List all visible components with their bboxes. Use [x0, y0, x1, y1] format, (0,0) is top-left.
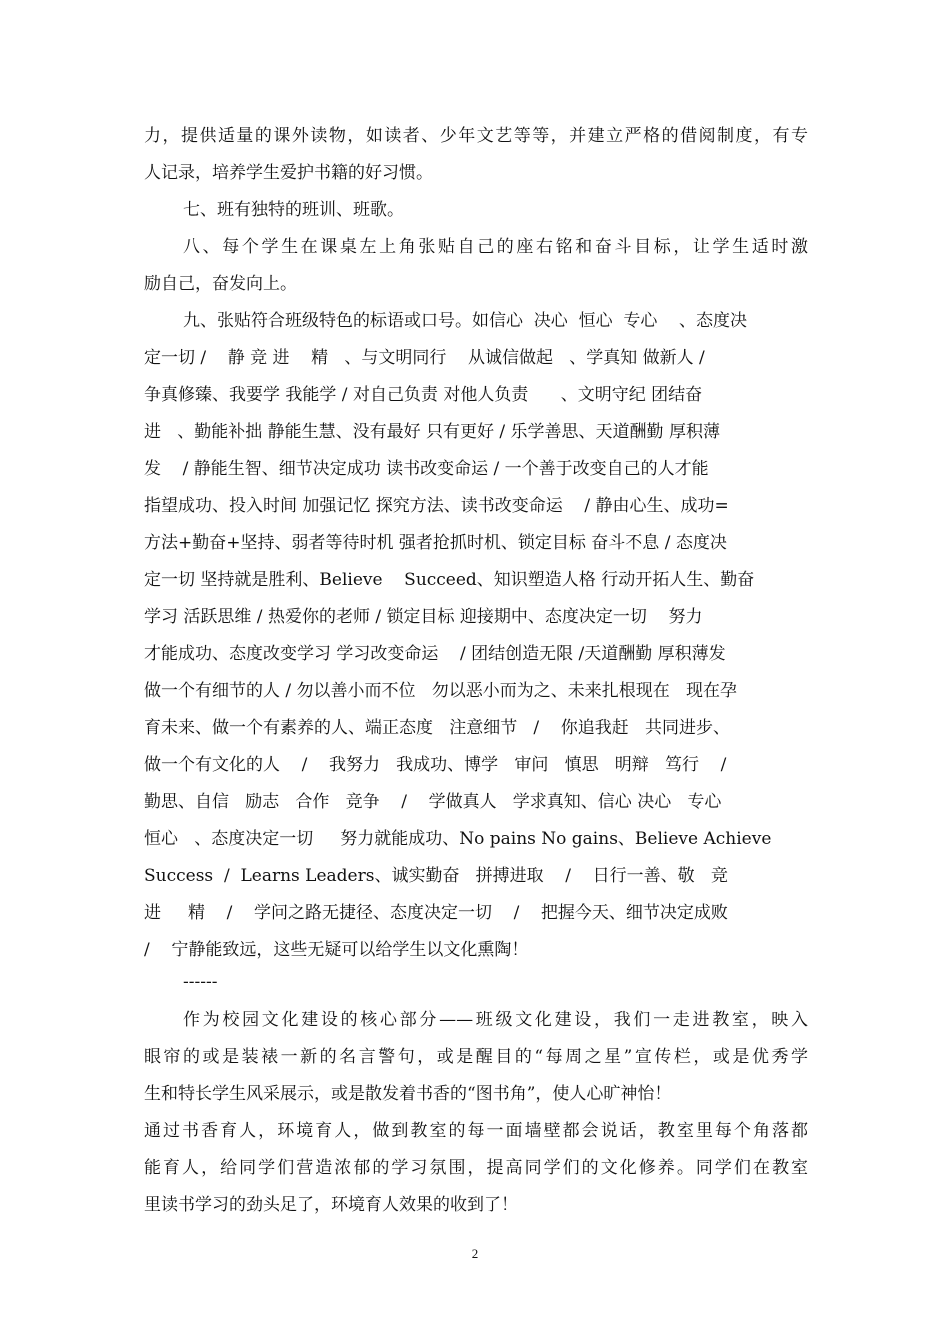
text-line: 通过书香育人，环境育人，做到教室的每一面墙壁都会说话，教室里每个角落都	[144, 1121, 808, 1141]
text-line: 方法+勤奋+坚持、弱者等待时机 强者抢抓时机、锁定目标 奋斗不息 / 态度决	[144, 533, 727, 553]
text-line: 进 精 / 学问之路无捷径、态度决定一切 / 把握今天、细节决定成败	[144, 903, 728, 923]
text-line: 作为校园文化建设的核心部分——班级文化建设，我们一走进教室，映入	[183, 1010, 808, 1030]
separator-line: ------	[183, 972, 218, 992]
text-line: 七、班有独特的班训、班歌。	[183, 200, 404, 220]
text-line: 定一切 / 静 竞 进 精 、与文明同行 从诚信做起 、学真知 做新人 /	[144, 348, 705, 368]
text-line: 做一个有细节的人 / 勿以善小而不位 勿以恶小而为之、未来扎根现在 现在孕	[144, 681, 737, 701]
text-line: 九、张贴符合班级特色的标语或口号。如信心 决心 恒心 专心 、态度决	[183, 311, 748, 331]
text-line: / 宁静能致远，这些无疑可以给学生以文化熏陶！	[144, 940, 529, 960]
text-line: 里读书学习的劲头足了，环境育人效果的收到了！	[144, 1195, 518, 1215]
page-number: 2	[471, 1246, 479, 1261]
text-line: 生和特长学生风采展示，或是散发着书香的“图书角”，使人心旷神怡！	[144, 1084, 672, 1104]
text-line: 勤思、自信 励志 合作 竞争 / 学做真人 学求真知、信心 决心 专心	[144, 792, 722, 812]
text-line: 做一个有文化的人 / 我努力 我成功、博学 审问 慎思 明辩 笃行 /	[144, 755, 727, 775]
text-line: 学习 活跃思维 / 热爱你的老师 / 锁定目标 迎接期中、态度决定一切 努力	[144, 607, 703, 627]
text-line: 进 、勤能补拙 静能生慧、没有最好 只有更好 / 乐学善思、天道酬勤 厚积薄	[144, 422, 720, 442]
text-line: 励自己，奋发向上。	[144, 274, 297, 294]
text-line: 八、每个学生在课桌左上角张贴自己的座右铭和奋斗目标，让学生适时激	[183, 237, 808, 257]
text-line: Success / Learns Leaders、诚实勤奋 拼搏进取 / 日行一善、敬 竞	[144, 866, 728, 886]
text-line: 定一切 坚持就是胜利、Believe Succeed、知识塑造人格 行动开拓人生、勤奋	[144, 570, 755, 590]
text-line: 力，提供适量的课外读物，如读者、少年文艺等等，并建立严格的借阅制度，有专	[144, 126, 808, 146]
text-line: 育未来、做一个有素养的人、端正态度 注意细节 / 你追我赶 共同进步、	[144, 718, 730, 738]
text-line: 争真修臻、我要学 我能学 / 对自己负责 对他人负责 、文明守纪 团结奋	[144, 385, 703, 405]
text-line: 能育人，给同学们营造浓郁的学习氛围，提高同学们的文化修养。同学们在教室	[144, 1158, 808, 1178]
text-line: 眼帘的或是装裱一新的名言警句，或是醒目的“每周之星”宣传栏，或是优秀学	[144, 1047, 808, 1067]
text-line: 才能成功、态度改变学习 学习改变命运 / 团结创造无限 /天道酬勤 厚积薄发	[144, 644, 726, 664]
text-line: 恒心 、态度决定一切 努力就能成功、No pains No gains、Believe Achieve	[144, 829, 772, 849]
text-line: 指望成功、投入时间 加强记忆 探究方法、读书改变命运 / 静由心生、成功=	[144, 496, 729, 516]
text-line: 人记录，培养学生爱护书籍的好习惯。	[144, 163, 433, 183]
text-line: 发 / 静能生智、细节决定成功 读书改变命运 / 一个善于改变自己的人才能	[144, 459, 709, 479]
